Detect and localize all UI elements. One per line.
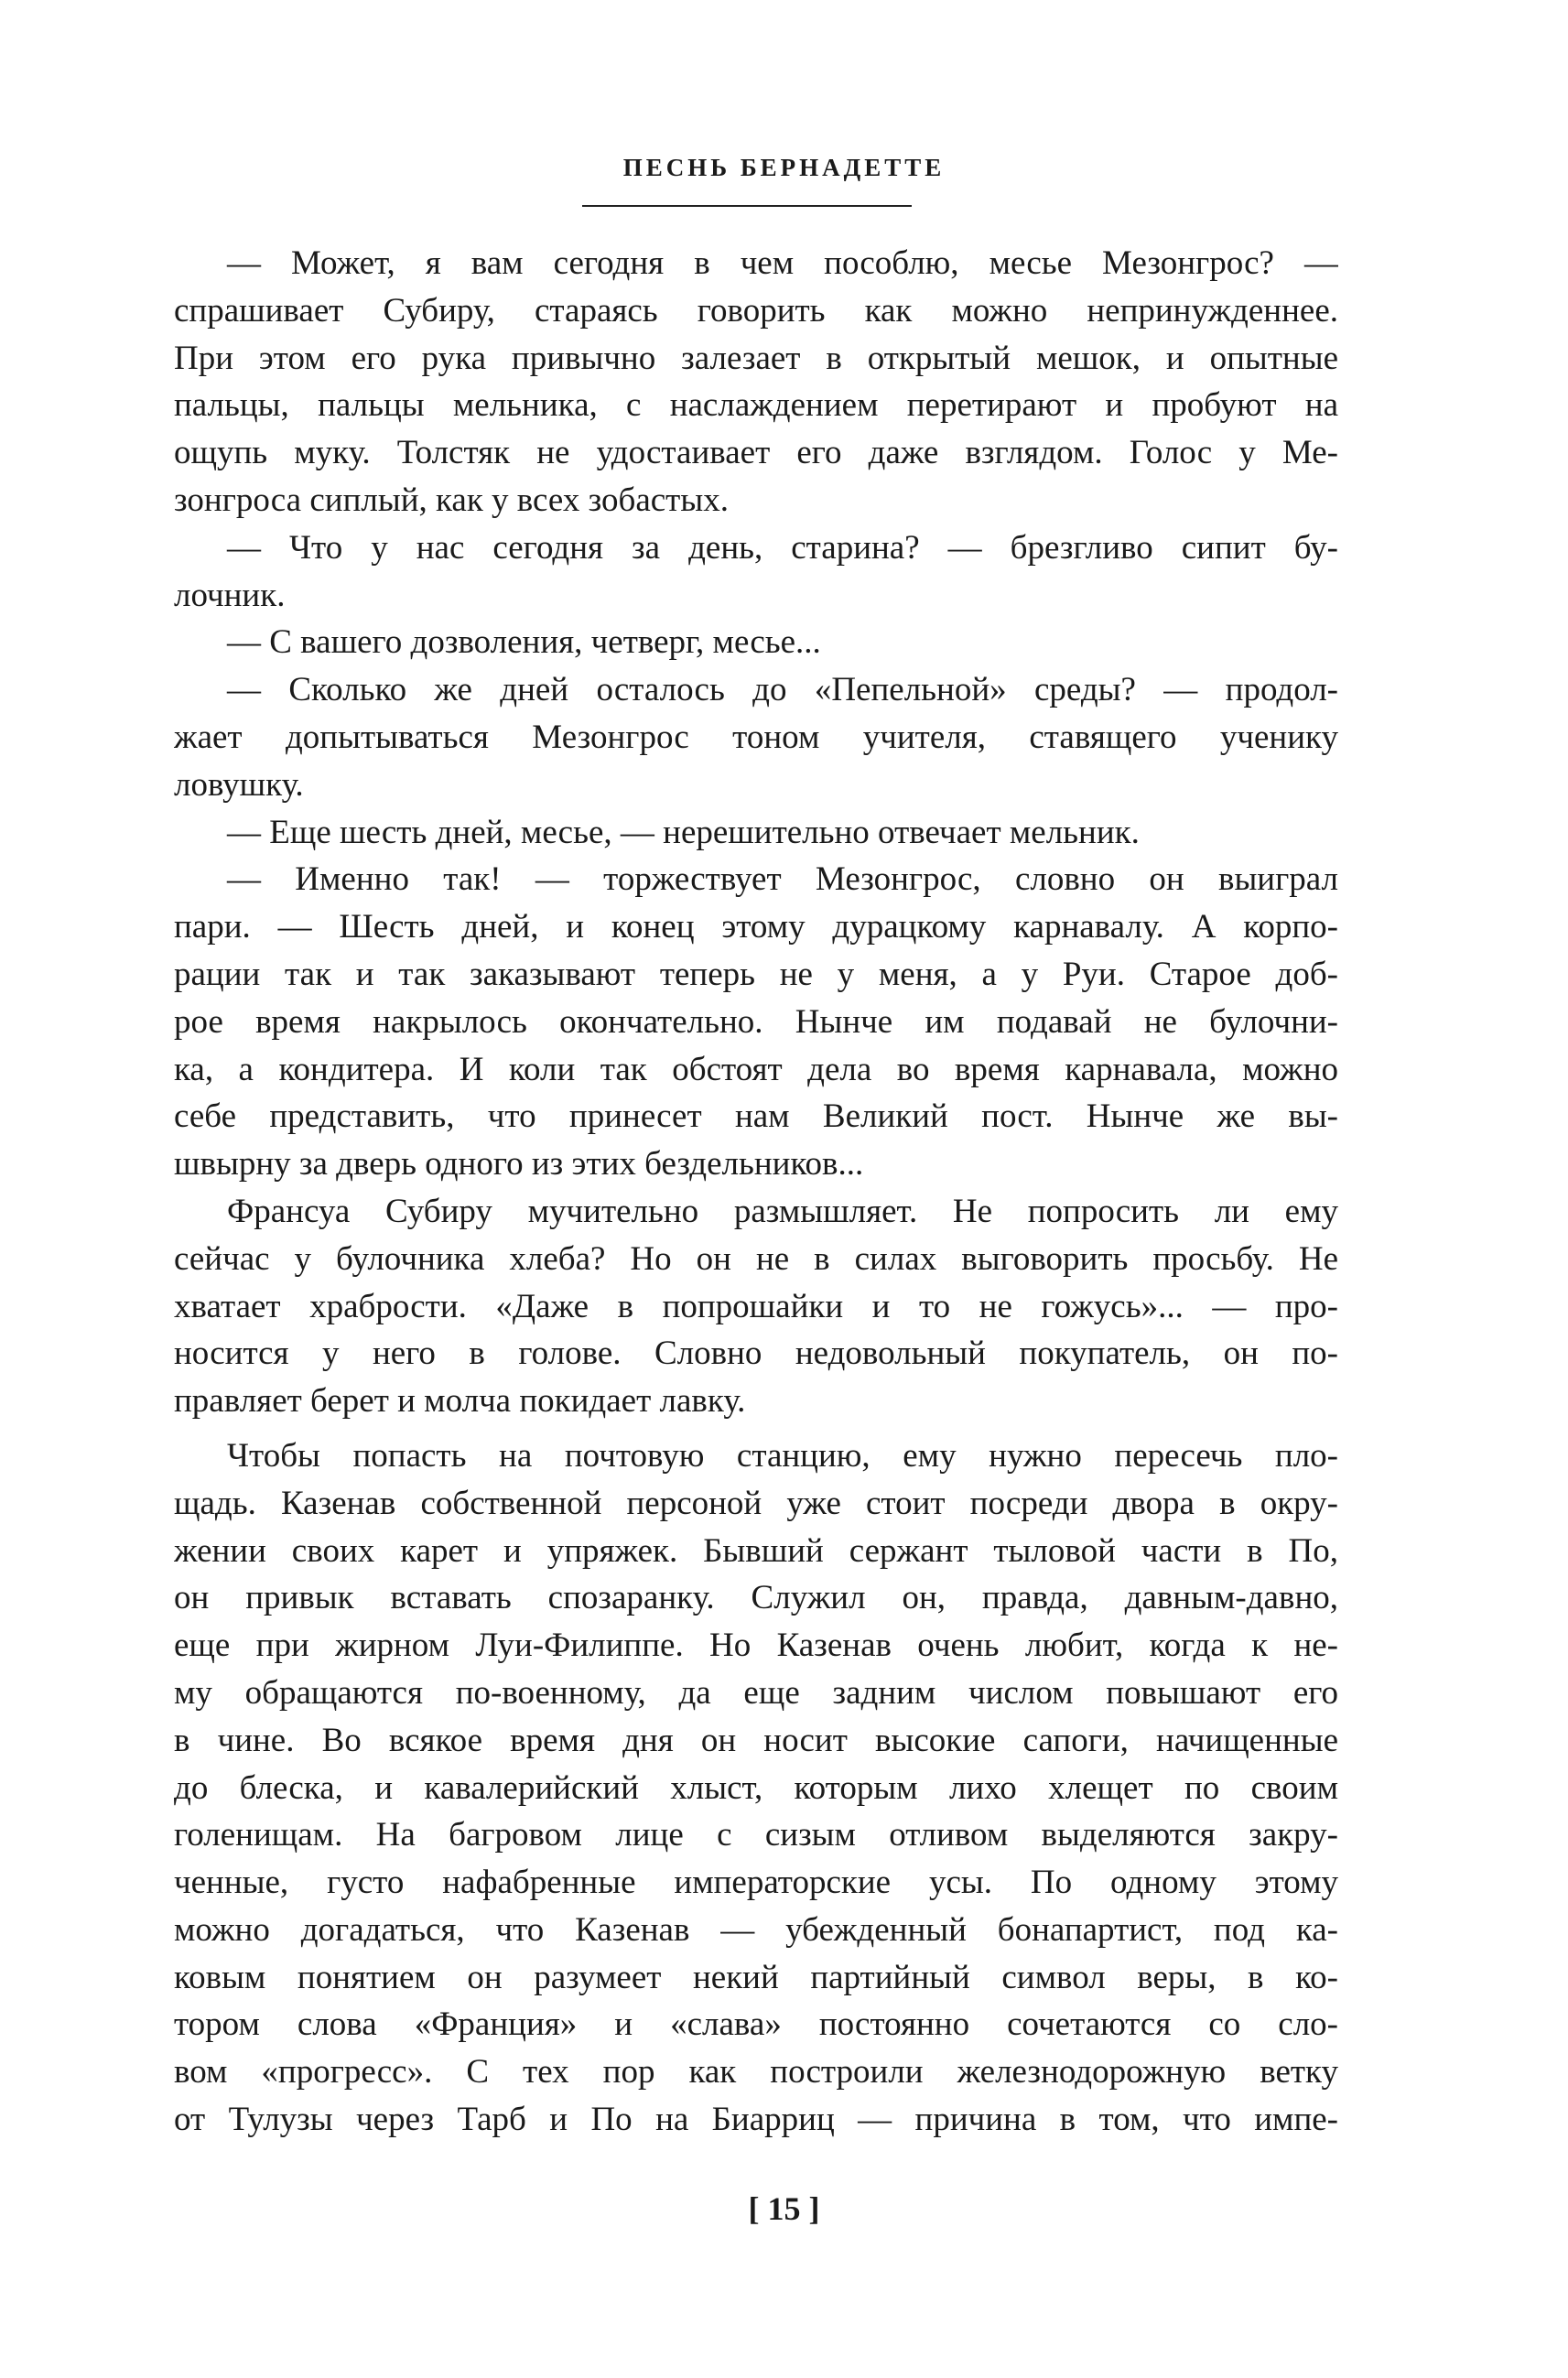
text-line: до блеска, и кавалерийский хлыст, которым лихо хлещет по своим [174,1768,1338,1807]
text-line: ченные, густо нафабренные императорские усы. По одному этому [174,1864,1338,1902]
text-line: ковым понятием он разумеет некий партийный символ веры, в ко- [174,1958,1338,1996]
text-line: щадь. Казенав собственной персоной уже стоит посреди двора в окру- [174,1484,1338,1522]
text-line: спрашивает Субиру, стараясь говорить как можно непринужденнее. [174,291,1338,330]
text-line: хватает храбрости. «Даже в попрошайки и то не гожусь»... — про- [174,1287,1338,1325]
text-line: — Еще шесть дней, месье, — нерешительно отвечает мельник. [227,813,1140,851]
text-line: можно догадаться, что Казенав — убежденный бонапартист, под ка- [174,1910,1338,1949]
text-line: При этом его рука привычно залезает в открытый мешок, и опытные [174,339,1338,377]
text-line: — Что у нас сегодня за день, старина? — брезгливо сипит бу- [227,528,1338,567]
text-line: пари. — Шесть дней, и конец этому дурацкому карнавалу. А корпо- [174,908,1338,946]
text-line: ловушку. [174,765,304,804]
text-line: правляет берет и молча покидает лавку. [174,1382,746,1421]
page-number: [ 15 ] [748,2190,820,2227]
running-title: ПЕСНЬ БЕРНАДЕТТЕ [622,154,946,181]
text-line: жении своих карет и упряжек. Бывший сержант тыловой части в По, [174,1531,1338,1570]
text-line: еще при жирном Луи-Филиппе. Но Казенав очень любит, когда к не- [174,1627,1338,1665]
text-line: — Сколько же дней осталось до «Пепельной» среды? — продол- [227,671,1338,709]
text-line: ка, а кондитера. И коли так обстоят дела во время карнавала, можно [174,1050,1338,1088]
header-rule [582,205,912,207]
text-line: ощупь муку. Толстяк не удостаивает его даже взглядом. Голос у Ме- [174,434,1338,472]
text-line: рое время накрылось окончательно. Нынче им подавай не булочни- [174,1002,1338,1041]
text-line: — С вашего дозволения, четверг, месье... [227,623,821,662]
body-text [174,240,1338,2144]
text-line: — Именно так! — торжествует Мезонгрос, словно он выиграл [227,860,1338,899]
text-line: рации так и так заказывают теперь не у меня, а у Руи. Старое доб- [174,955,1338,993]
text-line: носится у него в голове. Словно недовольный покупатель, он по- [174,1335,1338,1373]
text-line: сейчас у булочника хлеба? Но он не в силах выговорить просьбу. Не [174,1239,1338,1278]
text-line: в чине. Во всякое время дня он носит высокие сапоги, начищенные [174,1721,1338,1759]
text-line: жает допытываться Мезонгрос тоном учителя, ставящего ученику [174,718,1338,756]
text-line: пальцы, пальцы мельника, с наслаждением перетирают и пробуют на [174,386,1338,425]
text-line: себе представить, что принесет нам Великий пост. Нынче же вы- [174,1097,1338,1136]
text-line: тором слова «Франция» и «слава» постоянно сочетаются со сло- [174,2005,1338,2044]
text-line: Чтобы попасть на почтовую станцию, ему нужно пересечь пло- [227,1436,1338,1475]
text-line: Франсуа Субиру мучительно размышляет. Не попросить ли ему [227,1192,1338,1230]
text-line: зонгроса сиплый, как у всех зобастых. [174,481,729,519]
text-line: лочник. [174,576,286,614]
text-line: му обращаются по-военному, да еще задним числом повышают его [174,1673,1338,1712]
text-line: вом «прогресс». С тех пор как построили железнодорожную ветку [174,2053,1338,2092]
text-line: голенищам. На багровом лице с сизым отливом выделяются закру- [174,1816,1338,1854]
text-line: он привык вставать спозаранку. Служил он, правда, давным-давно, [174,1579,1338,1617]
text-line: — Может, я вам сегодня в чем пособлю, месье Мезонгрос? — [227,244,1338,282]
text-line: швырну за дверь одного из этих бездельников... [174,1145,864,1184]
text-line: от Тулузы через Тарб и По на Биарриц — причина в том, что импе- [174,2101,1338,2139]
paragraph-gap [174,1425,1338,1432]
